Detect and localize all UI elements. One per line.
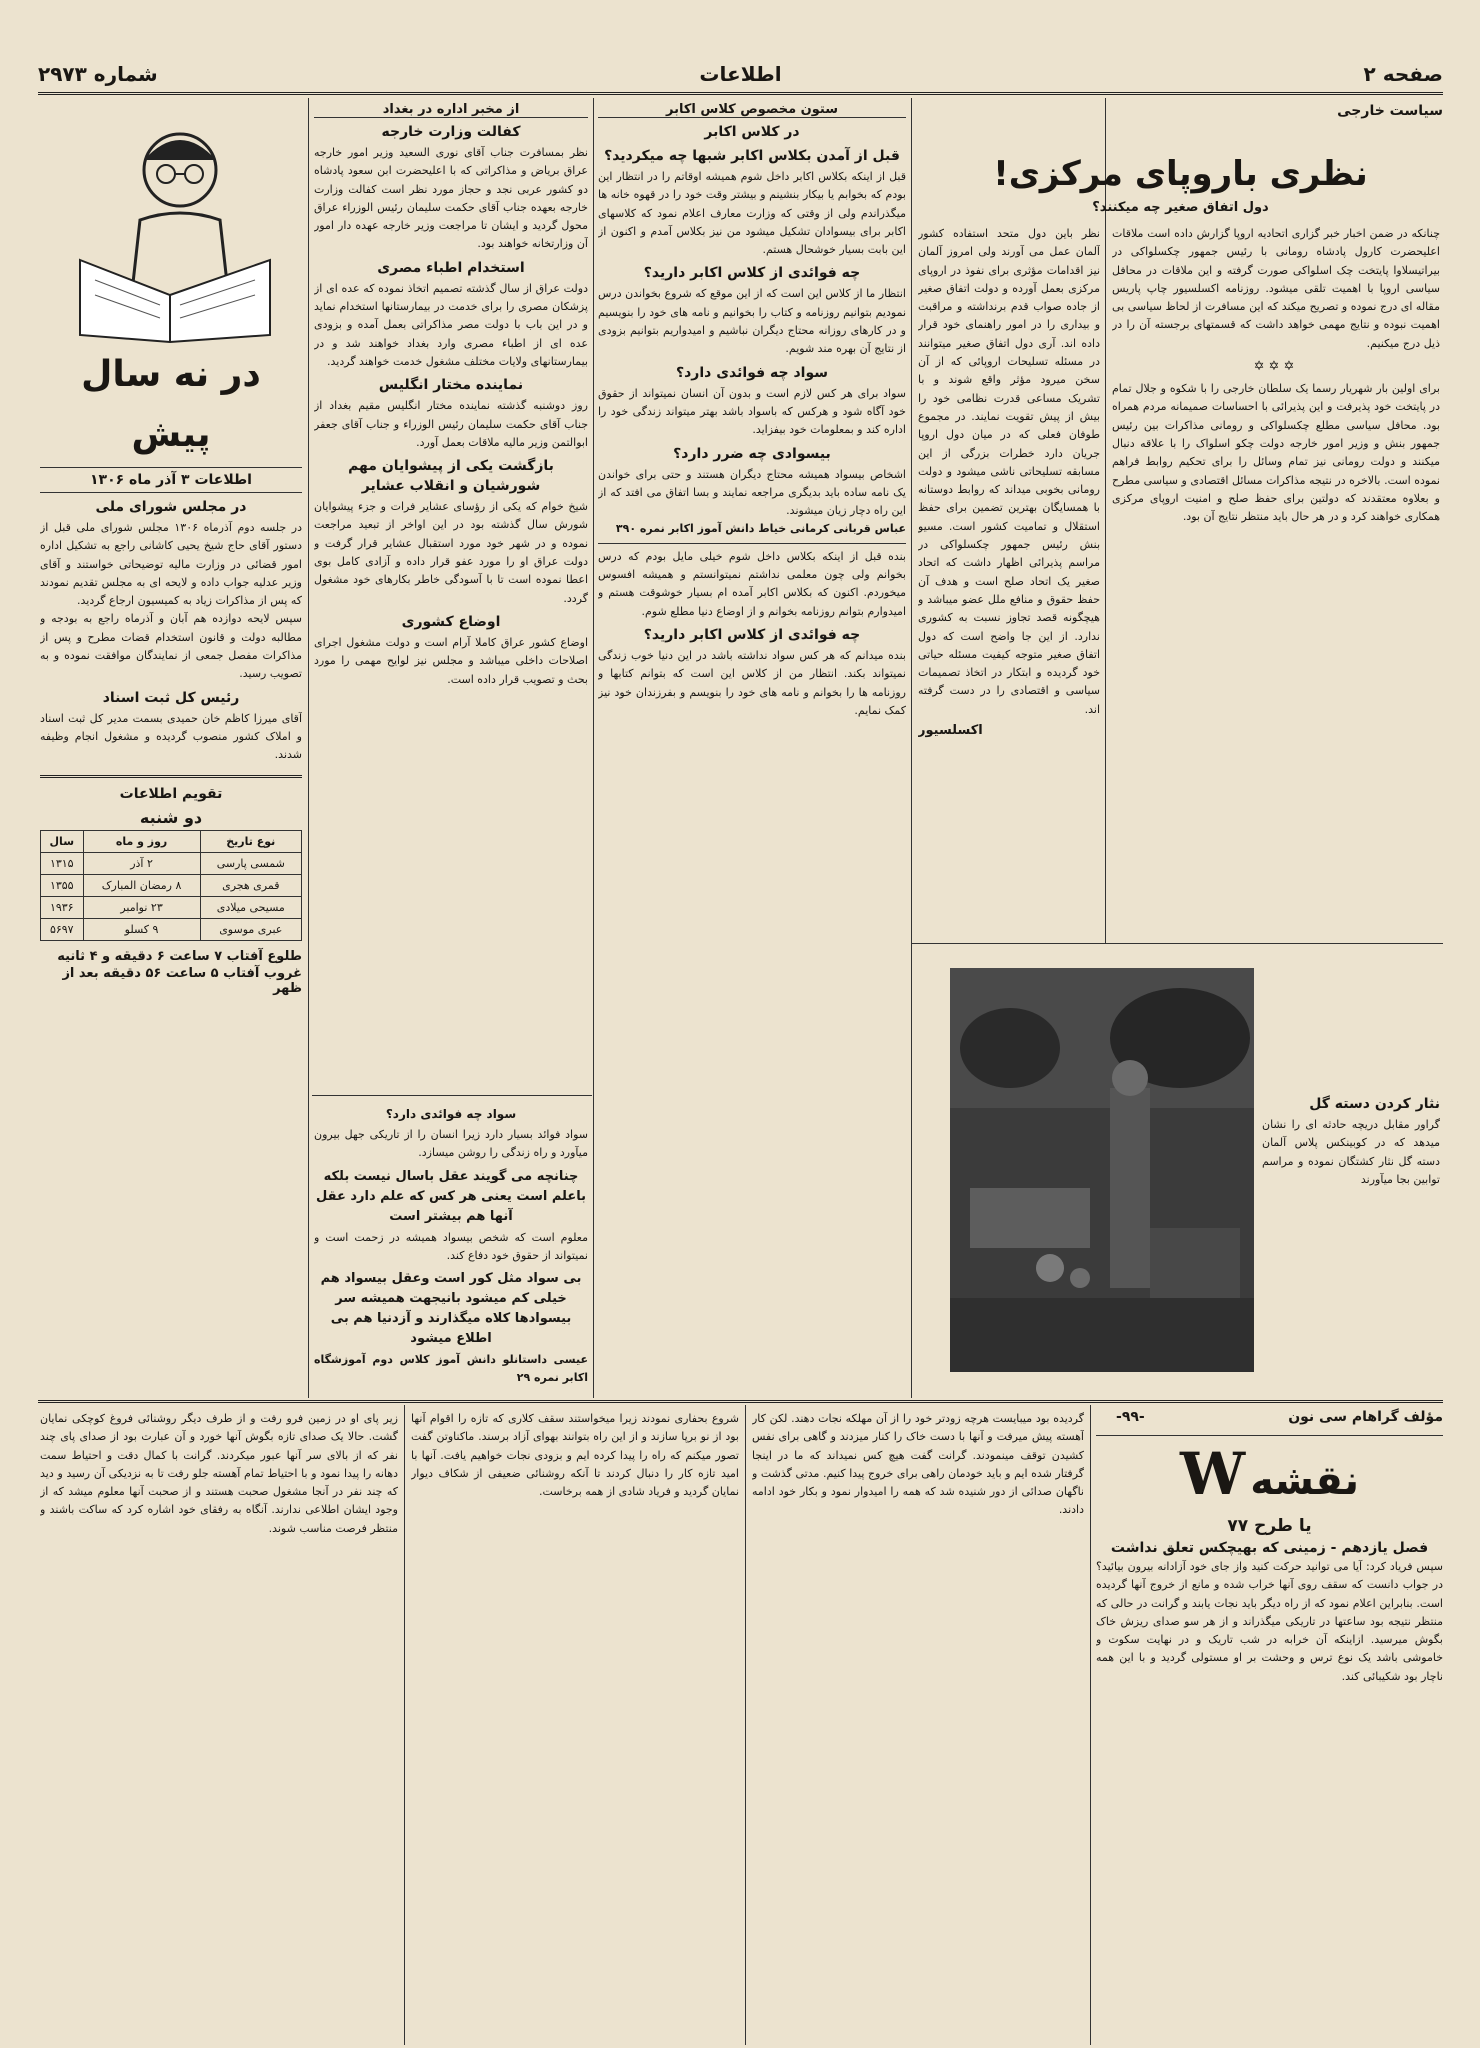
paragraph: انتظار ما از کلاس این است که از این موقع که شروع بخواندن درس نمودیم بتوانیم روزنامه و کتاب را بخوانیم و نامه های خود را بنویسیم و در کارهای روزانه محتاج دیگران نباشیم و امیدواریم بتوانیم بزودی از نتایج آن بهره مند شویم. [598, 287, 906, 356]
column-rule [404, 1405, 405, 2045]
calendar-cell: ۲ آذر [83, 852, 200, 874]
calendar-day: دو شنبه [139, 807, 203, 827]
article-subtitle: قبل از آمدن بکلاس اکابر شبها چه میکردید؟ [604, 148, 900, 164]
photo-caption: گراور مقابل دریچه حادثه ای را نشان میدهد که در کوبینکس پلاس آلمان دسته گل نثار کشتگان نموده و مراسم توابین بجا میآورند [1262, 1118, 1440, 1186]
article-subtitle: دول اتفاق صغیر چه میکنند؟ [1092, 200, 1269, 215]
calendar-cell: ۵۶۹۷ [41, 918, 84, 940]
column-rule [1090, 1405, 1091, 2045]
news-photo [950, 968, 1254, 1372]
calendar-header: سال [41, 830, 84, 852]
paragraph: نظر بمسافرت جناب آقای نوری السعید وزیر امور خارجه عراق بریاض و مذاکراتی که با اعلیحضرت ابن سعود پادشاه دو کشور عربی نجد و حجاز مورد نظر است کفالت وزارت خارجه بعهده جناب آقای حکمت سلیمان رئیس الوزراء عراق محول گردید و ایشان تا مراجعت وزیر خارجه عهده دار امور آن وزارتخانه خواهند بود. [314, 146, 588, 251]
calendar-header: نوع تاریخ [200, 830, 301, 852]
fold-rule [38, 1400, 1443, 1403]
paragraph: بنده میدانم که هر کس سواد نداشته باشد در این دنیا خوب زندگی نمیتواند بکند. انتظار من از کلاس این است که بتوانم کتابها و روزنامه ها را بخوانم و نامه های خود را بنویسم و بفرزندان خود نیز کمک نمایم. [598, 648, 906, 717]
feature-headline: چنانچه می گویند عقل باسال نیست بلکه باعلم است یعنی هر کس که علم دارد عقل آنها هم بیشتر است [315, 1168, 587, 1224]
paragraph: چنانکه در ضمن اخبار خبر گزاری اتحادیه اروپا گزارش داده است ملاقات اعلیحضرت کارول پادشاه رومانی با رئیس جمهور چکسلواکی در بیراتیسلاوا پایتخت چک اسلواکی صورت گرفته و این ملاقات در محافل سیاسی اروپا با اهمیت تلقی میشود. روزنامه اکسلسیور چاپ پاریس مقاله ای درج نموده و تصریح میکند که این مسافرت از لحاظ سیاسی بی اهمیت نبوده و نتایج مهمی خواهد داشت که قسمتهای برجسته آن را در ذیل درج میکنیم. [1112, 227, 1440, 350]
news-headline: رئیس کل ثبت اسناد [102, 689, 240, 706]
table-row [41, 918, 302, 940]
section-tag: سیاست خارجی [1337, 103, 1443, 119]
serial-column-3 [411, 1410, 739, 2042]
foreign-right-column [1112, 225, 1440, 940]
paragraph: سپس فریاد کرد: آیا می توانید حرکت کنید واز جای خود آزادانه بیرون بیائید؟ در جواب دانست که سقف روی آنها خراب شده و مانع از خروج آنها گردیده است. بنابراین اعلام نمود که از راه دیگر باید نجات یابند و گرانت در حالی که منتظر نتیجه بود ساعتها در تاریکی میگذراند و از هر سو صدای ریزش خاک بگوش میرسید. ازاینکه آن خرابه در شب تاریک و در نهایت سکوت و خاموشی باشد یک نوع ترس و وحشت بر او مستولی گردید و با این همه ناچار بود شکیبائی کند. [1096, 1560, 1443, 1683]
paragraph: سپس لایحه دوازده هم آبان و آذرماه راجع به بودجه و مطالبه دولت و قانون استخدام قضات مطرح و پس از مذاکرات مفصل جمعی از نمایندگان موافقت نموده و به تصویب رسید. [40, 612, 302, 681]
reader-illustration [40, 110, 302, 345]
paragraph: اوضاع کشور عراق کاملا آرام است و دولت مشغول اجرای اصلاحات داخلی میباشد و مجلس نیز لوایح مهمی را مورد بحث و تصویب قرار داده است. [314, 635, 588, 686]
page-number: صفحه ۲ [1363, 62, 1443, 86]
paragraph: زیر پای او در زمین فرو رفت و از طرف دیگر روشنائی فروغ کوچکی نمایان گشت. حالا یک صدای تازه بگوش آنها خورد و آن عبارت بود از صدای پای چند نفر که از بالای سر آنها عبور میکردند. گرانت با کمال دقت و احتیاط سمت دهانه را پیدا نمود و با احتیاط تمام آهسته جلو رفت تا به نزدیکی آن رسید و دید که چند نفر در آنجا مشغول صحبت هستند و از صحبت آنها معلوم میشد که از وجود ایشان اطلاعی ندارند. آنگاه به رفقای خود اشاره کرد که ساکت باشند و منتظر فرصت مناسب شوند. [40, 1412, 398, 1535]
paragraph: شیخ خوام که یکی از رؤسای عشایر فرات و جزء پیشوایان شورش سال گذشته بود در این اواخر از تبعید مراجعت نموده و در شهر خود مورد استقبال عشایر قرار گرفت و دولت عراق او را مورد عفو قرار داده و آزادی کامل بوی اعطا نموده است تا با آسودگی خاطر بکارهای خود مشغول گردد. [314, 500, 588, 605]
student-signature: عیسی داستانلو دانش آموز کلاس دوم آموزشگاه اکابر نمره ۲۹ [314, 1353, 588, 1385]
serial-title: نقشه [1250, 1458, 1359, 1504]
table-row [41, 874, 302, 896]
foreign-left-column [918, 225, 1100, 940]
serial-author: مؤلف گراهام سی نون [1288, 1409, 1443, 1425]
adult-class-continued [314, 1100, 588, 1395]
serial-chapter: فصل یازدهم - زمینی که بهیچکس تعلق نداشت [1110, 1540, 1429, 1556]
news-headline: در مجلس شورای ملی [95, 499, 247, 515]
paragraph: دولت عراق از سال گذشته تصمیم اتخاذ نموده که عده ای از پزشکان مصری را برای خدمت در بیمارستانها استخدام نماید و در این باب با دولت مصر مذاکراتی بعمل آمده و بزودی عده ای از اطباء مصری وارد بغداد خواهند شد و در بیمارستانهای ولایات مختلف مشغول خدمت خواهند گردید. [314, 281, 588, 368]
question-heading: بیسوادی چه ضرر دارد؟ [673, 445, 831, 462]
column-heading: ستون مخصوص کلاس اکابر [598, 102, 906, 118]
paper-name: اطلاعات [699, 62, 782, 86]
history-title: در نه سال پیش [81, 354, 261, 455]
serial-subtitle: یا طرح ۷۷ [1227, 1516, 1312, 1536]
article-signature: اکسلسیور [918, 723, 983, 739]
adult-class-column [598, 100, 906, 1395]
table-row [41, 852, 302, 874]
calendar-cell: ۸ رمضان المبارک [83, 874, 200, 896]
news-headline: نماینده مختار انگلیس [378, 377, 524, 394]
news-headline: کفالت وزارت خارجه [381, 124, 521, 140]
calendar-cell: شمسی پارسی [200, 852, 301, 874]
calendar-header: روز و ماه [83, 830, 200, 852]
star-divider: ✡✡✡ [1253, 359, 1299, 375]
question-heading: سواد چه فوائدی دارد؟ [385, 1107, 517, 1121]
paragraph: سواد فوائد بسیار دارد زیرا انسان را از تاریکی جهل بیرون میآورد و راه زندگی را روشن میسازد. [314, 1128, 588, 1160]
paragraph: آقای میرزا کاظم خان حمیدی بسمت مدیر کل ثبت اسناد و املاک کشور منصوب گردیده و مشغول انجام وظیفه شدند. [40, 711, 302, 762]
paragraph: بنده قبل از اینکه بکلاس داخل شوم خیلی مایل بودم که درس بخوانم ولی چون معلمی نداشتم نمیتوانستم و همیشه افسوس میخوردم. اکنون که بکلاس اکابر آمده ام بسیار خوشوقت هستم و امیدوارم بتوانم روزنامه بخوانم و از اوضاع دنیا مطلع شوم. [598, 549, 906, 618]
paragraph: گردیده بود میبایست هرچه زودتر خود را از آن مهلکه نجات دهند. لکن کار آهسته پیش میرفت و آنها با دست خاک را کنار میزدند و گاهی برای نفس کشیدن توقف مینمودند. گرانت گفت هیچ کس نمیداند که ما در اینجا گرفتار شده ایم و باید خودمان راهی برای خروج پیدا کنیم. مدتی گذشت و ناگهان صدائی از دور شنیده شد که همه را امیدوار نمود و بکار خود ادامه دادند. [752, 1412, 1084, 1517]
column-rule [593, 98, 594, 1398]
news-headline: استخدام اطباء مصری [377, 259, 525, 276]
question-heading: سواد چه فوائدی دارد؟ [676, 364, 828, 381]
serial-column-4 [40, 1410, 398, 2042]
calendar-cell: عبری موسوی [200, 918, 301, 940]
paragraph: شروع بحفاری نمودند زیرا میخواستند سقف کلاری که تازه را اقوام آنها بود از نو برپا سازند و از این راه بتوانند بهوای آزاد برسند. ماکناوتن گفت تصور میکنم که راه را پیدا کرده ایم و بزودی نجات خواهیم یافت. آنها با امید تازه کار را دنبال کردند تا آنکه روشنائی ضعیفی از شکاف دیوار نمایان گردید و فریاد شادی از همه برخاست. [411, 1412, 739, 1499]
column-heading: از مخبر اداره در بغداد [314, 102, 588, 118]
serial-title-letter: W [1179, 1440, 1246, 1508]
paragraph: روز دوشنبه گذشته نماینده مختار انگلیس مقیم بغداد از جناب آقای حکمت سلیمان رئیس الوزراء و جناب آقای جعفر ابوالتمن وزیر مالیه ملاقات بعمل آورد. [314, 399, 588, 449]
paragraph: برای اولین بار شهریار رسما یک سلطان خارجی را با شکوه و جلال تمام در پایتخت خود پذیرفت و این پذیرائی با احساسات صمیمانه مردم همراه بود. محافل سیاسی مطلع چکسلواکی و رومانی مذاکرات بین رئیس جمهور بنش و وزیر امور خارجه دولت چکو اسلواک را با علاقه دنبال میکنند و دولت رومانی نیز تمام وسائل را برای تحکیم روابط فراهم نموده است. بالاخره در نتیجه مذاکرات مسائل اقتصادی و سیاسی مطرح و بعلاوه معتقدند که دولتین برای حفظ صلح و امنیت اروپای مرکزی همکاری خواهند کرد و در هر حال باید منتظر نتایج آن بود. [1112, 382, 1440, 524]
sunset-time: غروب آفتاب ۵ ساعت ۵۶ دقیقه بعد از ظهر [62, 965, 302, 996]
section-rule [312, 1095, 592, 1096]
article-headline: نظری باروپای مرکزی! [993, 154, 1368, 194]
serial-column-2 [752, 1410, 1084, 2042]
man-reading-icon [40, 110, 302, 345]
paragraph: معلوم است که شخص بیسواد همیشه در زحمت است و نمیتواند از حقوق خود دفاع کند. [314, 1230, 588, 1262]
section-rule [912, 943, 1443, 944]
issue-number: شماره ۲۹۷۳ [38, 62, 158, 86]
paragraph: سواد برای هر کس لازم است و بدون آن انسان نمیتواند از حقوق خود آگاه شود و هرکس که باسواد باشد بهتر میتواند زندگی خود را اداره کند و بمعلومات خود بیفزاید. [598, 386, 906, 437]
question-heading: چه فوائدی از کلاس اکابر دارید؟ [643, 626, 861, 643]
column-rule [911, 98, 912, 1398]
calendar-cell: قمری هجری [200, 874, 301, 896]
calendar-cell: ۹ کسلو [83, 918, 200, 940]
history-date: اطلاعات ۳ آذر ماه ۱۳۰۶ [40, 467, 302, 493]
feature-headline: بی سواد مثل کور است وعقل بیسواد هم خیلی کم میشود بانیجهت همیشه سر بیسوادها کلاه میگذارند و آزدنیا هم بی اطلاع میشود [320, 1271, 582, 1347]
sunrise-time: طلوع آفتاب ۷ ساعت ۶ دقیقه و ۴ ثانیه [57, 948, 302, 964]
serial-story-column [1096, 1405, 1443, 2045]
article-headline: در کلاس اکابر [704, 124, 800, 140]
calendar-cell: ۱۳۱۵ [41, 852, 84, 874]
news-headline: اوضاع کشوری [401, 613, 501, 630]
baghdad-news-column [314, 100, 588, 1060]
student-signature: عباس قربانی کرمانی خیاط دانش آموز اکابر نمره ۳۹۰ [615, 522, 906, 536]
paragraph: اشخاص بیسواد همیشه محتاج دیگران هستند و حتی برای خواندن یک نامه ساده باید بدیگری مراجعه نمایند و بسا اتفاق می افتد که از این راه دچار زیان میشوند. [598, 467, 906, 518]
calendar-title: تقویم اطلاعات [119, 785, 223, 802]
calendar-table [40, 830, 302, 941]
serial-episode: -۹۹- [1116, 1409, 1145, 1425]
paragraph: نظر باین دول متحد استفاده کشور آلمان عمل می آورند ولی امروز آلمان نیز اقدامات مؤثری برای نفوذ در اروپای مرکزی بعمل آورده و دولت اتفاق صغیر از جاده صواب قدم برنداشته و مراقبت و بیداری را در امور راهنمای خود قرار داده اند. آری دول اتفاق صغیر میتوانند در مسئله تسلیحات اروپائی که از آن سخن میرود مؤثر واقع شوند و با تشریک مساعی قدرت نظامی خود را بیش از پیش تقویت نمایند. در مجموع طوفان فعلی که در میان دول اروپا جریان دارد خطرات بزرگی از این مسابقه تسلیحاتی ناشی میشود و دولت رومانی بخوبی میداند که روابط دوستانه با همسایگان بهترین تضمین برای حفظ استقلال و تمامیت کشور است. مسیو بنش رئیس جمهور چکسلواکی در مراسم پذیرائی اظهار داشت که اتحاد صغیر یک اتحاد صلح است و هدف آن حفظ حقوق و منافع ملل عضو میباشد و هیچگونه قصد تجاوز نسبت به کشوری ندارد. از این جا واضح است که دول اتفاق صغیر متوجه کیفیت مسئله حیاتی خود گردیده و ابتکار در اتخاذ تصمیمات سیاسی و اقتصادی را در دست گرفته اند. [918, 227, 1100, 716]
column-rule [745, 1405, 746, 2045]
photo-caption-block [1262, 1090, 1440, 1310]
paragraph: در جلسه دوم آذرماه ۱۳۰۶ مجلس شورای ملی قبل از دستور آقای حاج شیخ یحیی کاشانی راجع به تشکیل اداره امور قضائی در وزارت مالیه توضیحاتی خواستند و آقای وزیر عدلیه جواب داده و لایحه ای به مجلس تقدیم نمودند که پس از مذاکرات زیاد به کمیسیون ارجاع گردید. [40, 521, 302, 608]
photo-title: نثار کردن دسته گل [1309, 1096, 1440, 1112]
column-rule [308, 98, 309, 1398]
table-row [41, 896, 302, 918]
news-headline: بازگشت یکی از پیشوایان مهم شورشیان و انقلاب عشایر [348, 458, 554, 495]
history-column [40, 345, 302, 1395]
calendar-cell: ۱۳۵۵ [41, 874, 84, 896]
calendar-cell: مسیحی میلادی [200, 896, 301, 918]
paragraph: قبل از اینکه بکلاس اکابر داخل شوم همیشه اوقاتم را در انتظار این بودم که بخوابم یا بیکار بنشینم و بیشتر وقت خود را در قهوه خانه ها میگذراندم ولی از وقتی که وزارت معارف اعلام نمود که کلاسهای اکابر برای بیسوادان تشکیل میشود من نیز بکلاس آمدم و اکنون از این بابت بسیار خوشحال هستم. [598, 170, 906, 257]
photo-image [950, 968, 1254, 1372]
masthead [38, 60, 1443, 95]
calendar-cell: ۲۳ نوامبر [83, 896, 200, 918]
calendar-cell: ۱۹۳۶ [41, 896, 84, 918]
question-heading: چه فوائدی از کلاس اکابر دارید؟ [643, 265, 861, 282]
